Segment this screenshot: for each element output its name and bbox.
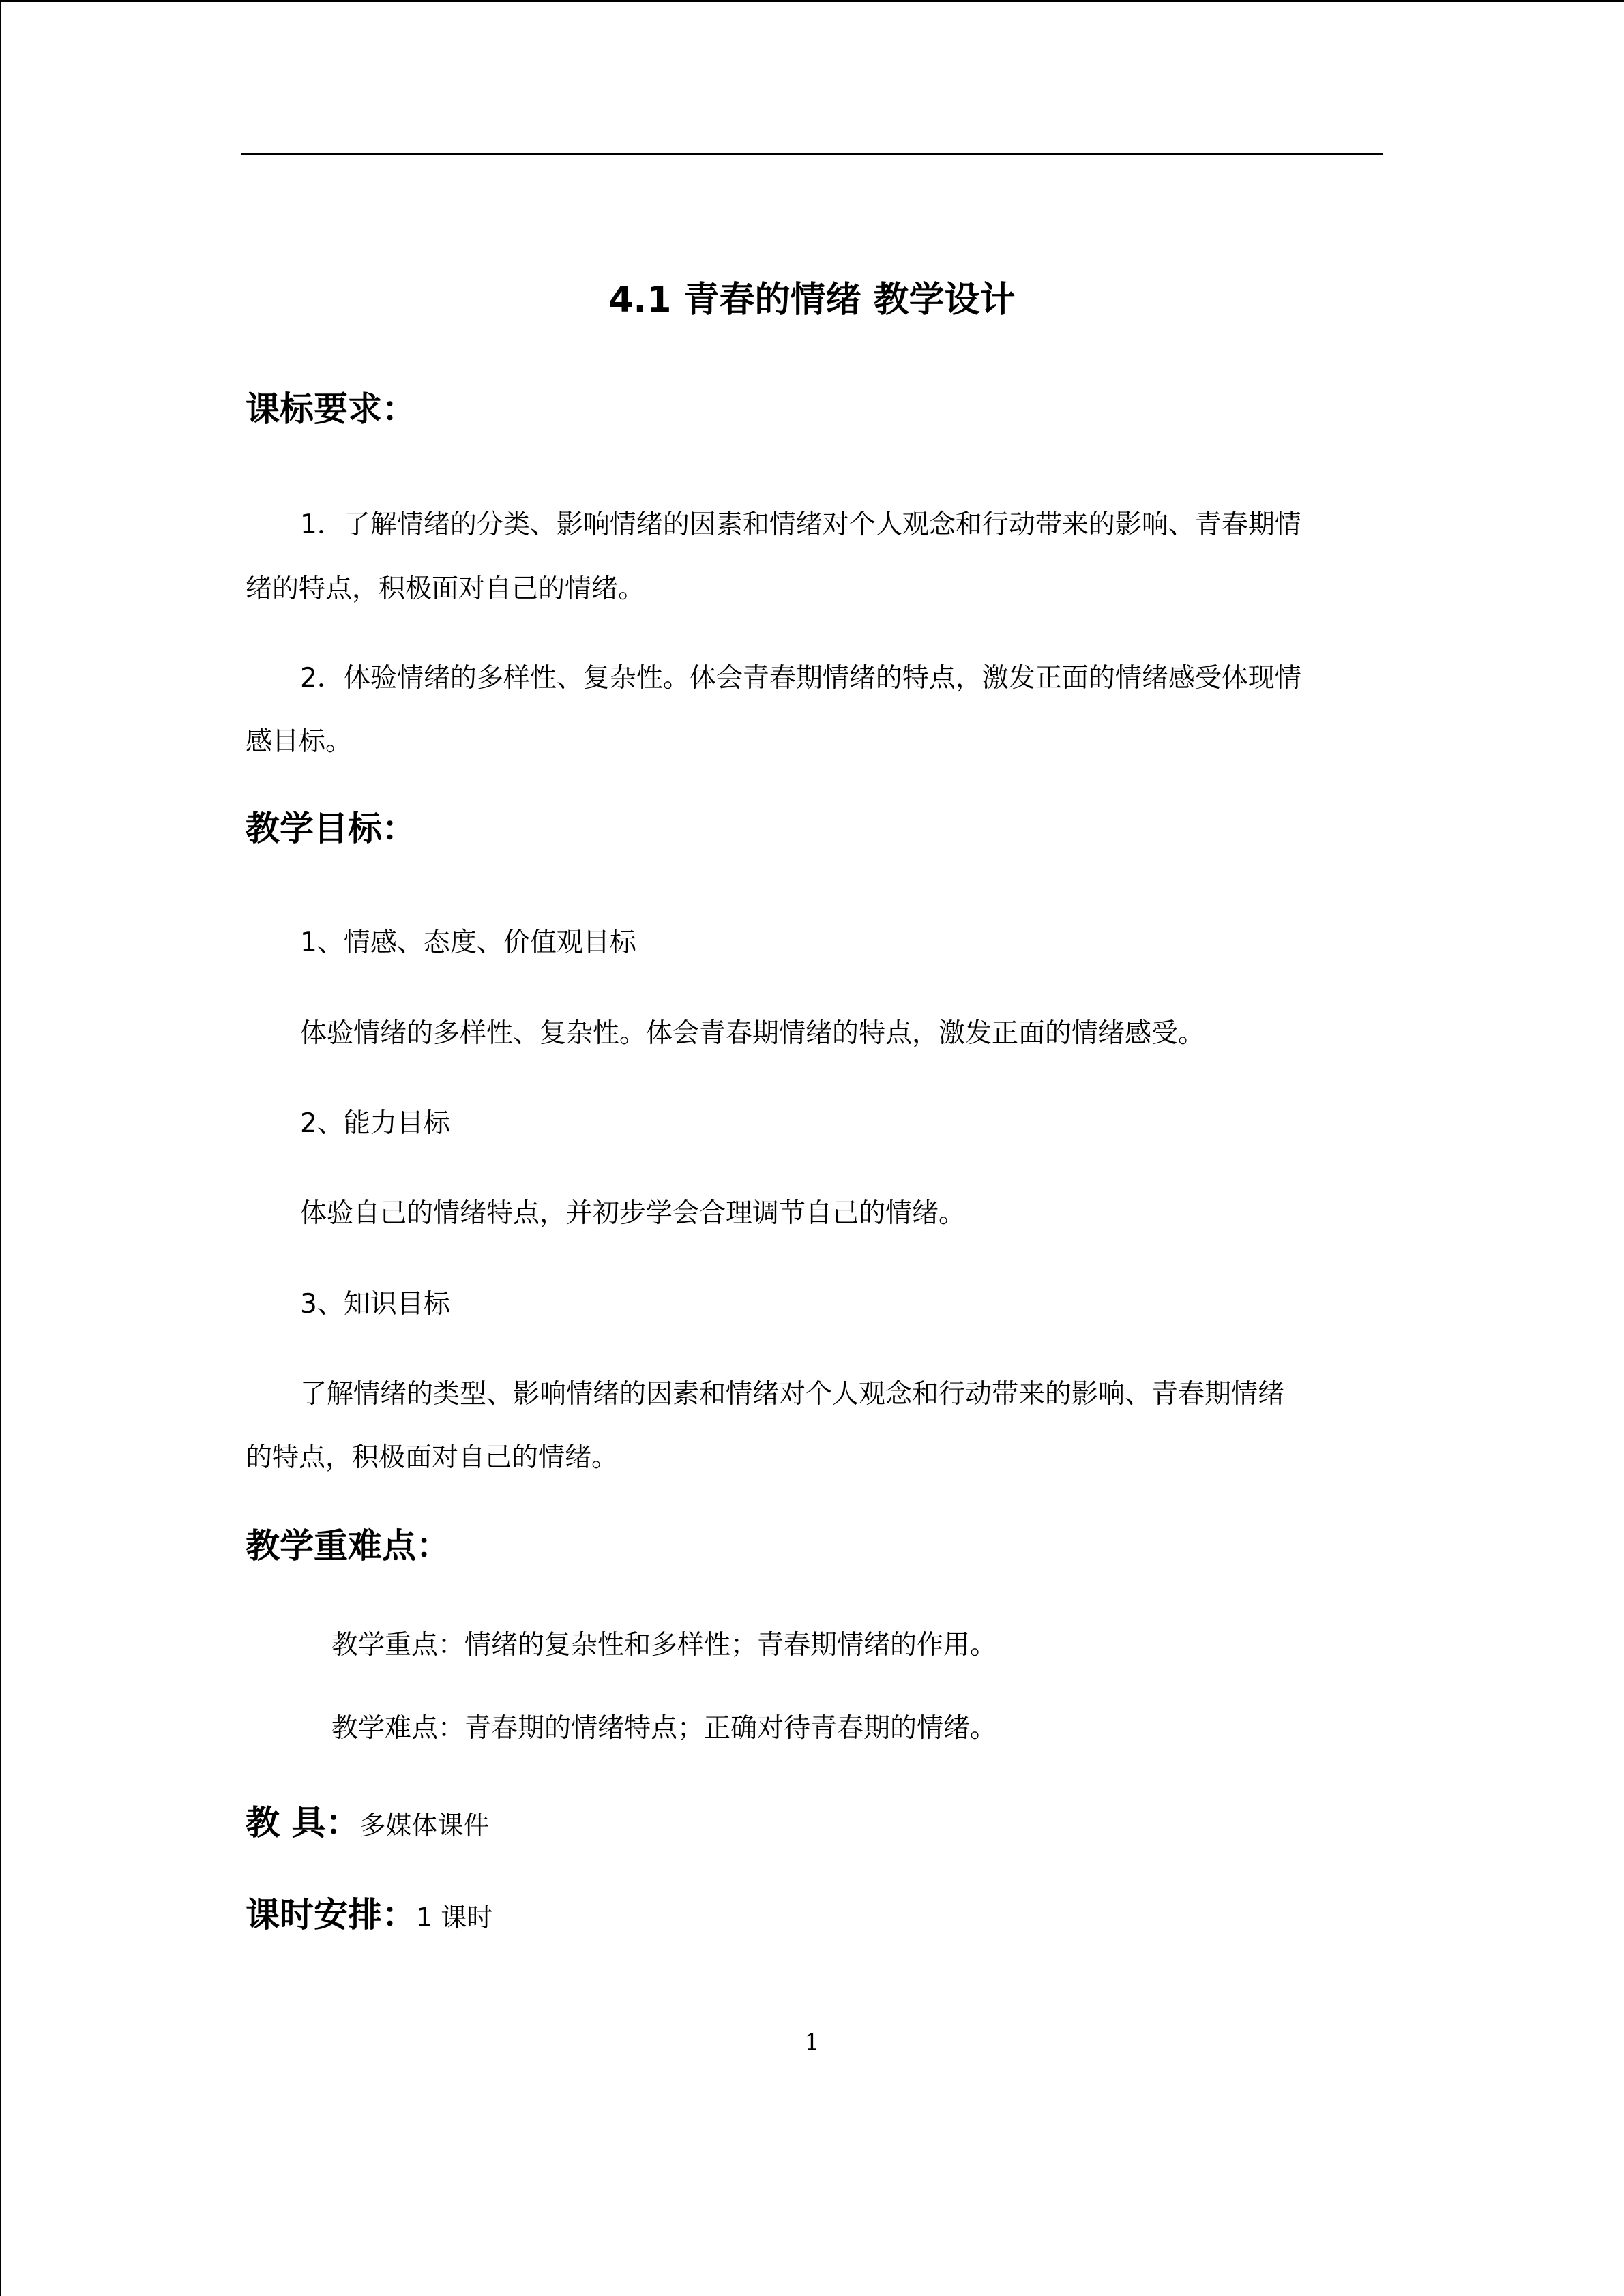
- curriculum-item-1-line-1: 1．了解情绪的分类、影响情绪的因素和情绪对个人观念和行动带来的影响、青春期情: [300, 509, 1301, 540]
- tools-line: [246, 1799, 489, 1849]
- objectives-heading: 教学目标：: [246, 809, 416, 848]
- objective-1-text: 体验情绪的多样性、复杂性。体会青春期情绪的特点，激发正面的情绪感受。: [300, 1018, 1205, 1049]
- objective-2-title: 2、能力目标: [300, 1108, 450, 1139]
- key-points-heading: 教学重难点：: [246, 1526, 450, 1566]
- page-number: 1: [804, 2029, 820, 2056]
- objective-3-text-line-2: 的特点，积极面对自己的情绪。: [246, 1442, 619, 1473]
- curriculum-item-2-line-2: 感目标。: [246, 726, 353, 757]
- schedule-line: [246, 1891, 492, 1941]
- objective-1-title: 1、情感、态度、价值观目标: [300, 927, 636, 958]
- teaching-focus: 教学重点：情绪的复杂性和多样性；青春期情绪的作用。: [331, 1630, 997, 1660]
- curriculum-item-1-line-2: 绪的特点，积极面对自己的情绪。: [246, 573, 645, 604]
- objective-2-text: 体验自己的情绪特点，并初步学会合理调节自己的情绪。: [300, 1198, 966, 1229]
- tools-heading: 教 具：: [246, 1803, 360, 1843]
- schedule-value: 1 课时: [416, 1903, 493, 1933]
- curriculum-heading: 课标要求：: [246, 389, 416, 429]
- document-title: 4.1 青春的情绪 教学设计: [608, 280, 1016, 320]
- objective-3-text-line-1: 了解情绪的类型、影响情绪的因素和情绪对个人观念和行动带来的影响、青春期情绪: [300, 1379, 1285, 1410]
- page-border-left: [0, 0, 1, 2296]
- schedule-heading: 课时安排：: [246, 1895, 416, 1935]
- tools-value: 多媒体课件: [359, 1810, 490, 1840]
- header-rule: [241, 153, 1383, 155]
- teaching-difficulty: 教学难点：青春期的情绪特点；正确对待青春期的情绪。: [331, 1713, 997, 1744]
- curriculum-item-2-line-1: 2．体验情绪的多样性、复杂性。体会青春期情绪的特点，激发正面的情绪感受体现情: [300, 663, 1301, 694]
- page-border-top: [0, 0, 1624, 2]
- objective-3-title: 3、知识目标: [300, 1289, 450, 1320]
